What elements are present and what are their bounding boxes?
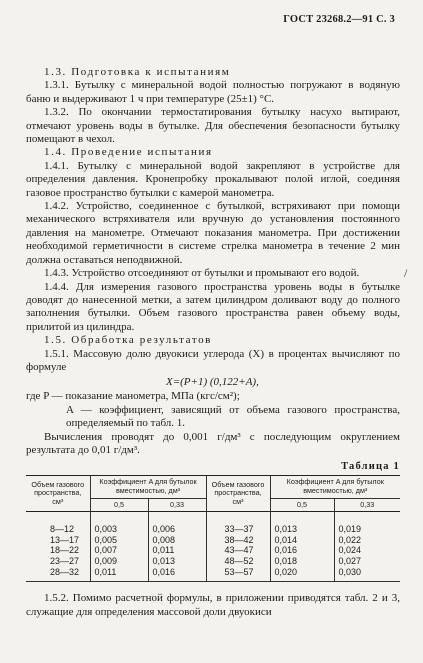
paragraph-1-3-1: 1.3.1. Бутылку с минеральной водой полностью погружают в водяную баню и выдерживают 1 ч при температуре (25±1) °С. <box>26 79 400 105</box>
header-volume-0-5: 0,5 <box>90 498 148 512</box>
table-row: 18—22 0,007 0,011 43—47 0,016 0,024 <box>26 545 400 556</box>
paragraph-1-4-4: 1.4.4. Для измерения газового пространства уровень воды в бутылке доводят до нанесенной метки, а затем цилиндром доливают воду до полного заполнения бутылки. Объем газового пространства равен объему воды, прилитой из цилиндра. <box>26 280 400 333</box>
margin-mark: / <box>404 266 408 280</box>
coefficient-table <box>26 475 400 582</box>
header-volume-0-33-2: 0,33 <box>334 498 400 512</box>
header-volume-0-33: 0,33 <box>148 498 206 512</box>
header-volume-0-5-2: 0,5 <box>270 498 334 512</box>
formula-where-p: где P — показание манометра, МПа (кгс/см²); <box>26 390 240 403</box>
paragraph-1-4-1: 1.4.1. Бутылку с минеральной водой закрепляют в устройстве для определения давления. Кронепробку прокалывают полой иглой, соединяя газовое пространство бутылки с камерой манометра. <box>26 159 400 199</box>
section-1-3-title: 1.3. Подготовка к испытаниям <box>44 66 231 78</box>
header-coefficient: Коэффициент A для бутылок вместимостью, дм³ <box>90 476 206 498</box>
table-row: 8—12 0,003 0,006 33—37 0,013 0,019 <box>26 512 400 535</box>
formula: X=(P+1) (0,122+A), <box>166 376 259 389</box>
header-gas-volume-2: Объем газового пространства, см³ <box>206 476 270 512</box>
section-1-4-title: 1.4. Проведение испытания <box>44 146 213 159</box>
table-title: Таблица 1 <box>341 461 400 473</box>
paragraph-1-3-2: 1.3.2. По окончании термостатирования бутылку насухо вытирают, отмечают уровень воды в бутылке. Для обеспечения безопасности бутылку помещают в чехол. <box>26 106 400 146</box>
paragraph-1-4-3: 1.4.3. Устройство отсоединяют от бутылки и промывают его водой. <box>44 267 360 280</box>
header-gas-volume: Объем газового пространства, см³ <box>31 479 85 507</box>
header-coefficient-2: Коэффициент A для бутылок вместимостью, дм³ <box>270 476 400 498</box>
page-header: ГОСТ 23268.2—91 С. 3 <box>283 14 395 25</box>
section-1-5-title: 1.5. Обработка результатов <box>44 334 212 347</box>
table-row: 28—32 0,011 0,016 53—57 0,020 0,030 <box>26 567 400 582</box>
paragraph-1-5-2: 1.5.2. Помимо расчетной формулы, в приложении приводятся табл. 2 и 3, служащие для определения массовой доли двуокиси <box>26 592 400 618</box>
paragraph-calculation-precision: Вычисления проводят до 0,001 г/дм³ с последующим округлением результата до 0,01 г/дм³. <box>26 430 400 456</box>
table-row: 13—17 0,005 0,008 38—42 0,014 0,022 <box>26 535 400 546</box>
paragraph-1-4-2: 1.4.2. Устройство, соединенное с бутылкой, встряхивают при помощи механического встряхивателя или вручную до установления постоянного давления на манометре. Отмечают показания манометра. При достижении необходимой герметичности в системе стрелка манометра в течение 2 мин должна оставаться неподвижной. <box>26 200 400 266</box>
paragraph-1-5-1: 1.5.1. Массовую долю двуокиси углерода (X) в процентах вычисляют по формуле <box>26 347 400 373</box>
document-body <box>26 66 400 619</box>
formula-where-a: A — коэффициент, зависящий от объема газового пространства, определяемый по табл. 1. <box>66 403 400 430</box>
table-row: 23—27 0,009 0,013 48—52 0,018 0,027 <box>26 556 400 567</box>
